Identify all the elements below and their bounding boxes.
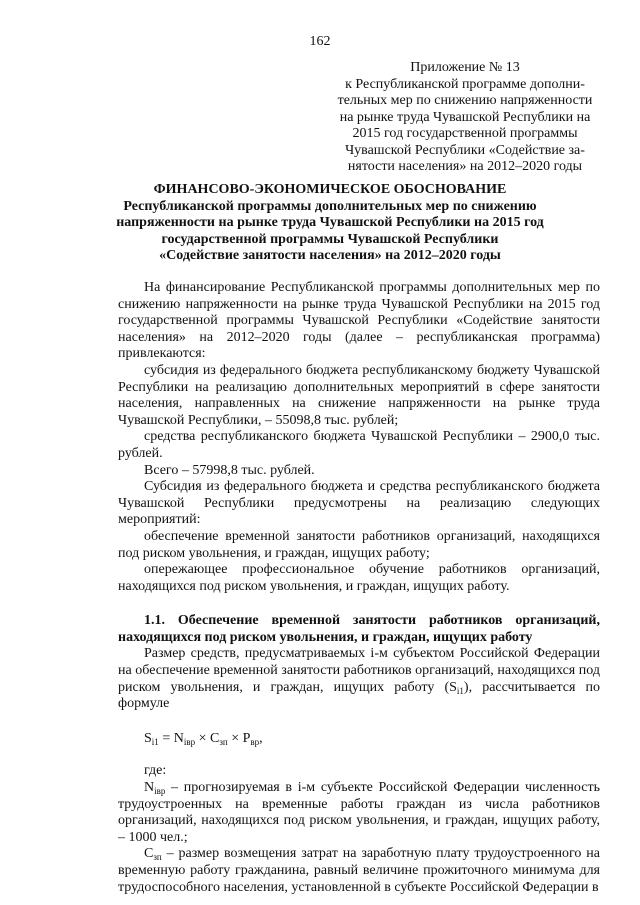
section-text-sub: i1 [456,685,464,696]
formula-s: S [144,730,152,746]
definition-c [118,846,600,896]
paragraph-measure-2: опережающее профессиональное обучение работников организаций, находящихся под риском увольнения, и граждан, ищущих работу. [118,562,600,594]
formula-n-sub: iвр [183,736,196,747]
formula [118,731,600,748]
heading-subtitle-line: Республиканской программы дополнительных мер по снижению [123,198,537,214]
formula-end: , [259,730,263,746]
section-text-end: ), рассчитывается по формуле [118,679,601,712]
document-body [118,280,600,896]
paragraph-republic-funds: средства республиканского бюджета Чувашской Республики – 2900,0 тыс. рублей. [118,429,600,461]
paragraph-provided-for: Субсидия из федерального бюджета и средства республиканского бюджета Чувашской Республики предусмотрены на реализацию следующих мероприятий: [118,479,600,528]
def-n-sub: iвр [154,786,166,797]
def-c-text: – размер возмещения затрат на заработную плату трудоустроенного на временную работу гражданина, равный величине прожиточного минимума для трудоспособного населения, установленной в субъекте Российской Федерации в [118,846,600,895]
heading-subtitle-line: напряженности на рынке труда Чувашской Республики на 2015 год [116,215,544,230]
section-title: 1.1. Обеспечение временной занятости работников организаций, находящихся под риском увольнения, и граждан, ищущих работу [118,613,600,645]
def-n-text: – прогнозируемая в i-м субъекте Российской Федерации численность трудоустроенных на временные работы граждан из числа работников организаций, находящихся под риском увольнения, и граждан, ищущих работу, – 1000 чел.; [118,780,600,845]
appendix-line: на рынке труда Чувашской Республики на [339,109,591,125]
definition-n [118,780,600,846]
appendix-line: нятости населения» на 2012–2020 годы [347,159,583,174]
paragraph-measure-1: обеспечение временной занятости работников организаций, находящихся под риском увольнения, и граждан, ищущих работу; [118,528,600,561]
def-n-symbol: N [144,780,155,796]
formula-c-sub: зп [219,736,228,747]
def-c-symbol: C [144,846,154,862]
paragraph-subsidy: субсидия из федерального бюджета республиканскому бюджету Чувашской Республики на реализацию дополнительных мероприятий в сфере занятости населения, направленных на снижение напряженности на рынке труда Чувашской Республики, – 55098,8 тыс. рублей; [118,362,600,428]
paragraph-section-text [118,646,600,712]
page-number: 162 [309,34,331,49]
paragraph-total: Всего – 57998,8 тыс. рублей. [144,462,315,478]
formula-s-sub: i1 [151,736,159,747]
document-heading [110,182,550,265]
paragraph-intro: На финансирование Республиканской программы дополнительных мер по снижению напряженности на рынке труда Чувашской Республики на 2015 год государственной программы Чувашской Республики «Содействие занятости населения» на 2012–2020 годы (далее – республиканская программа) привлекаются: [118,280,600,362]
appendix-note [330,60,600,176]
formula-n: = N [158,730,184,746]
heading-title: ФИНАНСОВО-ЭКОНОМИЧЕСКОЕ ОБОСНОВАНИЕ [153,182,507,197]
where-label: где: [144,763,167,779]
def-c-sub: зп [153,852,162,863]
appendix-line: тельных мер по снижению напряженности [337,93,593,108]
formula-c: × C [195,730,220,746]
heading-subtitle-line: «Содействие занятости населения» на 2012–2020 годы [159,248,501,263]
section-text-start: Размер средств, предусматриваемых i-м субъектом Российской Федерации на обеспечение временной занятости работников организаций, находящихся под риском увольнения, и граждан, ищущих работу (S [118,646,600,695]
appendix-line: Приложение № 13 [410,60,520,75]
heading-subtitle-line: государственной программы Чувашской Республики [161,231,499,247]
formula-p: × P [227,730,251,746]
appendix-line: 2015 год государственной программы [352,126,578,141]
appendix-line: Чувашской Республики «Содействие за- [345,142,585,158]
appendix-line: к Республиканской программе дополни- [345,76,585,92]
formula-p-sub: вр [250,736,260,747]
